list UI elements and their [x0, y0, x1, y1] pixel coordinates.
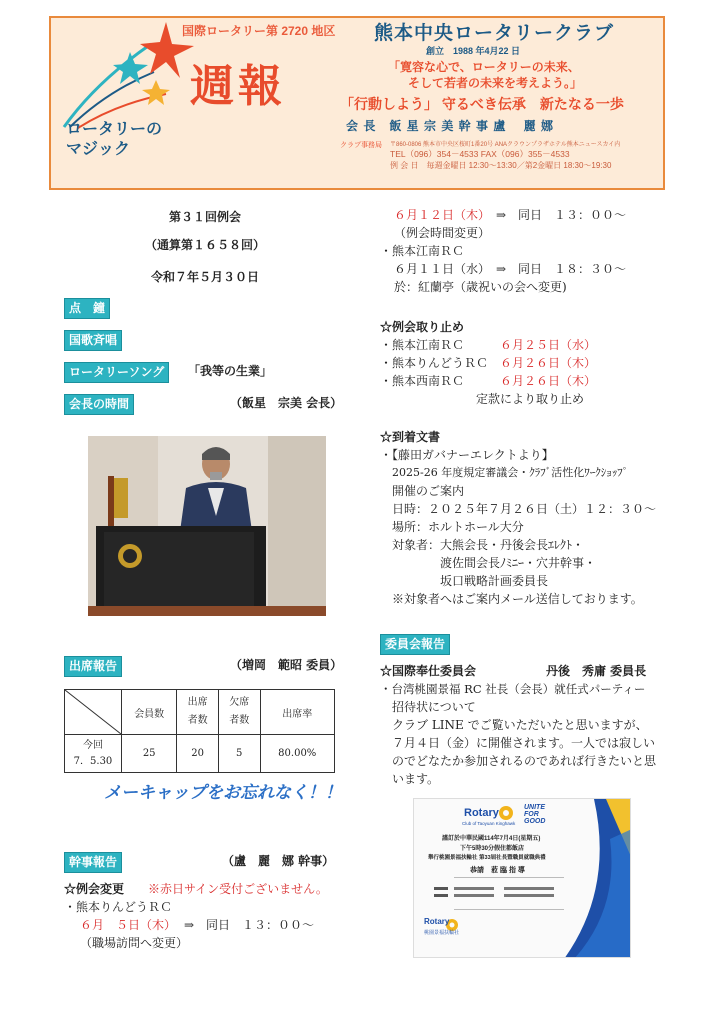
invite-words: 恭請 蒞 臨 指 導: [470, 867, 525, 874]
change-club: ・熊本りんどうＲＣ: [64, 900, 173, 914]
r1-reason: （例会時間変更）: [394, 226, 491, 240]
invite-rotary-logo-text-2: Rotary: [424, 917, 450, 926]
arrival-line-2: 開催のご案内: [392, 484, 465, 498]
arrival-line-5: 対象者：大熊会長・丹後会長ｴﾚｸﾄ・: [392, 538, 585, 552]
cancel-date-1: ６月２５日（水）: [500, 338, 597, 352]
attendance-table: [64, 689, 335, 773]
president-name: （飯星 宗美 会長）: [230, 396, 343, 410]
club-name: 熊本中央ロータリークラブ: [374, 23, 615, 44]
motto-line-1: 「寛容な心で、ロータリーの未来、: [388, 60, 580, 74]
committee-line-2: 招待状について: [392, 700, 476, 714]
table-corner-cell: [65, 690, 122, 735]
cell-absent: 5: [218, 735, 260, 773]
total-meeting-number: （通算第１６５８回）: [144, 238, 265, 252]
secretary-name: （盧 麗 娜 幹事）: [222, 854, 335, 868]
arrival-line-6: 渡佐間会長ﾉﾐﾆｰ・穴井幹事・: [440, 556, 597, 570]
change-reason: （職場訪問へ変更）: [80, 936, 189, 950]
header-members: 会員数: [122, 690, 177, 735]
cell-present: 20: [177, 735, 219, 773]
header-present: [177, 690, 219, 735]
r2-reason: 於：紅蘭亭（歳祝いの会へ変更): [394, 280, 567, 294]
attendance-reporter: （増岡 範昭 委員）: [230, 658, 343, 672]
r1-date: ６月１２日（木）: [394, 208, 491, 222]
meeting-change-title: ☆例会変更: [64, 882, 125, 896]
committee-line-4: ７月４日（金）に開催されます。一人では寂しい: [392, 736, 656, 750]
invite-club-sub: Club of Taoyuan Kinghawk: [462, 821, 516, 826]
change-time: ⇒ 同日 １３：００～: [184, 918, 315, 932]
office-label: クラブ事務局: [340, 142, 382, 149]
header-absent: [218, 690, 260, 735]
header-present-2: 者数: [187, 715, 208, 726]
section-committee-report: 委員会報告: [380, 634, 450, 655]
cell-members: 25: [122, 735, 177, 773]
cancel-club-2: ・熊本りんどうＲＣ: [380, 356, 489, 370]
committee-line-3: クラブ LINE でご覧いただいたと思いますが、: [392, 718, 648, 732]
meeting-change-note: ※赤日サイン受付ございません。: [148, 882, 328, 896]
invite-line-3: 舉行桃園景福扶輪社 第33屆社長暨職員就職典禮: [428, 855, 546, 861]
r2-club: ・熊本江南ＲＣ: [380, 244, 465, 258]
cancel-reason: 定款により取り止め: [476, 392, 585, 406]
header-rate: 出席率: [260, 690, 335, 735]
founded-date: 創立 1988 年4月22 日: [426, 46, 521, 56]
cancel-date-3: ６月２６日（木）: [500, 374, 597, 388]
invite-unite-for-good: [524, 804, 545, 825]
theme-line-2: マジック: [66, 141, 131, 158]
invite-line-1: 謹訂於中華民國114年7月4日(星期五): [442, 836, 541, 842]
officers-line: 会 長 飯 星 宗 美 幹 事 盧 麗 娜: [346, 119, 555, 133]
section-national-anthem: 国歌斉唱: [64, 330, 122, 351]
president-speech-photo: [88, 436, 326, 616]
invite-unite-3: GOOD: [524, 818, 546, 825]
invite-club-sub-2: 桃園景福扶輪社: [424, 930, 460, 936]
r1-time: ⇒ 同日 １３：００～: [496, 208, 627, 222]
theme-line-1: ロータリーの: [66, 121, 163, 138]
cancel-title: ☆例会取り止め: [380, 320, 465, 334]
committee-chair: 丹後 秀庸 委員長: [546, 664, 647, 678]
arrival-line-3: 日時：２０２５年７月２６日（土）１２：３０～: [392, 502, 657, 516]
change-date: ６月 ５日（木）: [80, 918, 177, 932]
arrival-title: ☆到着文書: [380, 430, 441, 444]
office-address: 〒860-0806 熊本市中央区桜町1番20号 ANAクラウンプラザホテル熊本ニュースカイ内: [390, 142, 621, 148]
row-label-2: 7．5.30: [73, 755, 113, 767]
cancel-club-3: ・熊本西南ＲＣ: [380, 374, 465, 388]
header-present-1: 出席: [187, 697, 208, 708]
newsletter-title: 週報: [190, 62, 286, 111]
invite-line-2: 下午5時30分假住都飯店: [460, 846, 525, 852]
cancel-club-1: ・熊本江南ＲＣ: [380, 338, 465, 352]
arrival-line-8: ※対象者へはご案内メール送信しております。: [392, 592, 643, 606]
club-slogan: 「行動しよう」 守るべき伝承 新たなる一歩: [340, 96, 624, 112]
meeting-schedule: 例 会 日 毎週金曜日 12:30～13:30／第2金曜日 18:30～19:30: [390, 161, 612, 170]
meeting-number: 第３１回例会: [168, 210, 241, 224]
row-label: [65, 735, 122, 773]
invite-unite-1: UNITE: [524, 804, 545, 811]
section-rotary-song: ロータリーソング: [64, 362, 169, 383]
committee-line-6: います。: [392, 772, 440, 786]
arrival-line-1: 2025-26 年度規定審議会・ｸﾗﾌﾞ活性化ﾜｰｸｼｮｯﾌﾟ: [392, 466, 629, 479]
district-label: 国際ロータリー第 2720 地区: [182, 24, 336, 38]
header-absent-2: 者数: [229, 715, 250, 726]
section-bell-ringing: 点 鐘: [64, 298, 110, 319]
header-absent-1: 欠席: [229, 697, 250, 708]
office-phone: TEL（096）354－4533 FAX（096）355－4533: [390, 149, 570, 159]
r2-date: ６月１１日（水） ⇒ 同日 １８：３０～: [394, 262, 627, 276]
row-label-1: 今回: [83, 739, 103, 751]
arrival-from: ・【藤田ガバナーエレクトより】: [380, 448, 554, 462]
section-attendance: 出席報告: [64, 656, 122, 677]
makeup-reminder: メーキャップをお忘れなく！！: [104, 783, 342, 802]
table-row: [65, 735, 335, 773]
invitation-card-image: [413, 798, 631, 958]
song-name: 「我等の生業」: [188, 364, 273, 378]
arrival-line-7: 坂口戦略計画委員長: [440, 574, 549, 588]
cancel-date-2: ６月２６日（木）: [500, 356, 597, 370]
section-secretary-report: 幹事報告: [64, 852, 122, 873]
committee-line-1: ・台湾桃園景福 RC 社長（会長）就任式パーティー: [380, 682, 646, 696]
arrival-line-4: 場所：ホルトホール大分: [392, 520, 524, 534]
cell-rate: 80.00%: [260, 735, 335, 773]
committee-title: ☆国際奉仕委員会: [380, 664, 477, 678]
meeting-date: 令和７年５月３０日: [150, 270, 259, 284]
committee-line-5: のでどなたか参加されるのであれば行きたいと思: [392, 754, 657, 768]
section-president-time: 会長の時間: [64, 394, 134, 415]
invite-unite-2: FOR: [524, 811, 539, 818]
motto-line-2: そして若者の未来を考えよう。」: [408, 76, 583, 90]
invite-rotary-logo-text: Rotary: [464, 807, 499, 819]
